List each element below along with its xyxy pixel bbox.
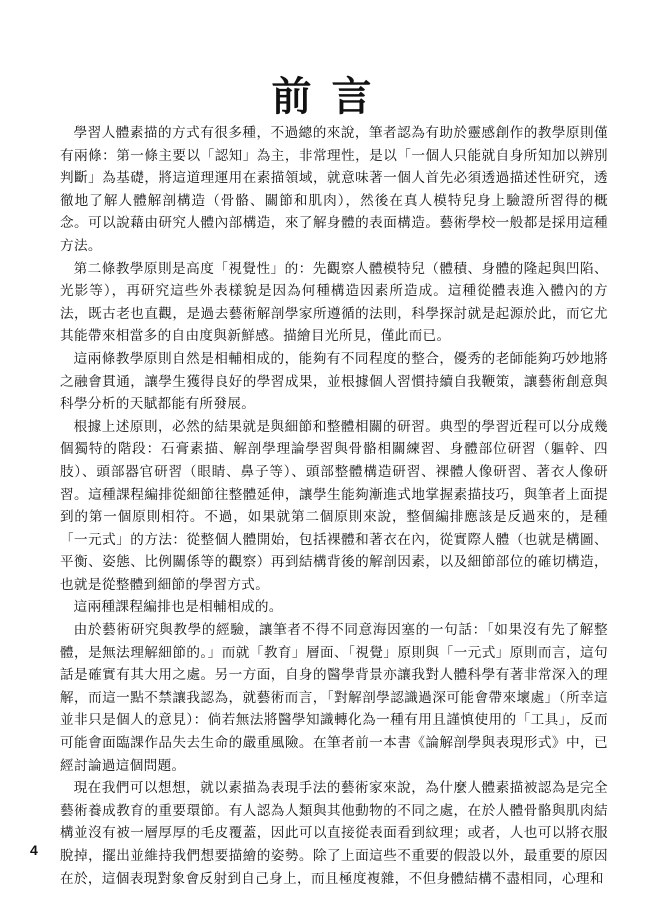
paragraph: 這兩條教學原則自然是相輔相成的，能夠有不同程度的整合，優秀的老師能夠巧妙地將之融會貫通，讓學生獲得良好的學習成果，並根據個人習慣持續自我鞭策，讓藝術創意與科學分析的天賦都能有所發展。 — [60, 350, 608, 413]
paragraph: 根據上述原則，必然的結果就是與細節和整體相關的研習。典型的學習近程可以分成幾個獨特的階段：石膏素描、解剖學理論學習與骨骼相關練習、身體部位研習（軀幹、四肢）、頭部器官研習（眼睛、鼻子等）、頭部整體構造研習、裸體人像研習、著衣人像研習。這種課程編排從細節往整體延伸，讓學生能夠漸進式地掌握素描技巧，與筆者上面提到的第一個原則相符。不過，如果就第二個原則來說，整個編排應該是反過來的，是種「一元式」的方法：從整個人體開始，包括裸體和著衣在內，從實際人體（也就是構圖、平衡、姿態、比例關係等的觀察）再到結構背後的解剖因素，以及細節部位的確切構造，也就是從整體到細節的學習方式。 — [60, 418, 608, 593]
paragraph: 第二條教學原則是高度「視覺性」的：先觀察人體模特兒（體積、身體的隆起與凹陷、光影等），再研究這些外表樣貌是因為何種構造因素所造成。這種從體表進入體內的方法，既古老也直觀，是過去藝術解剖學家所遵循的法則，科學探討就是起源於此，而它尤其能帶來相當多的自由度與新鮮感。描繪目光所見，僅此而已。 — [60, 260, 608, 345]
page-title: 前言 — [271, 72, 392, 120]
page-number: 4 — [30, 842, 38, 858]
paragraph: 由於藝術研究與教學的經驗，讓筆者不得不同意海因塞的一句話：「如果沒有先了解整體，是無法理解細節的。」而就「教育」層面、「視覺」原則與「一元式」原則而言，這句話是確實有其大用之處。另一方面，自身的醫學背景亦讓我對人體科學有著非常深入的理解，而這一點不禁讓我認為，就藝術而言，「對解剖學認識過深可能會帶來壞處」（所幸這並非只是個人的意見）：倘若無法將醫學知識轉化為一種有用且謹慎使用的「工具」，反而可能會面臨課作品失去生命的嚴重風險。在筆者前一本書《論解剖學與表現形式》中，已經討論過這個問題。 — [60, 622, 608, 774]
paragraph: 學習人體素描的方式有很多種，不過總的來說，筆者認為有助於靈感創作的教學原則僅有兩條：第一條主要以「認知」為主，非常理性，是以「一個人只能就自身所知加以辨別判斷」為基礎，將這道理運用在素描領域，就意味著一個人首先必須透過描述性研究，透徹地了解人體解剖構造（骨骼、關節和肌肉），然後在真人模特兒身上驗證所習得的概念。可以說藉由研究人體內部構造，來了解身體的表面構造。藝術學校一般都是採用這種方法。 — [60, 125, 608, 254]
paragraph: 這兩種課程編排也是相輔相成的。 — [73, 599, 283, 616]
body-text — [60, 122, 608, 890]
paragraph: 現在我們可以想想，就以素描為表現手法的藝術家來說，為什麼人體素描被認為是完全藝術養成教育的重要環節。有人認為人類與其他動物的不同之處，在於人體骨骼與肌肉結構並沒有被一層厚厚的毛皮覆蓋，因此可以直接從表面看到紋理；或者，人也可以將衣服脫掉，擺出並維持我們想要描繪的姿勢。除了上面這些不重要的假設以外，最重要的原因在於，這個表現對象會反射到自己身上，而且極度複雜，不但身體結構不盡相同，心理和 — [60, 780, 608, 887]
